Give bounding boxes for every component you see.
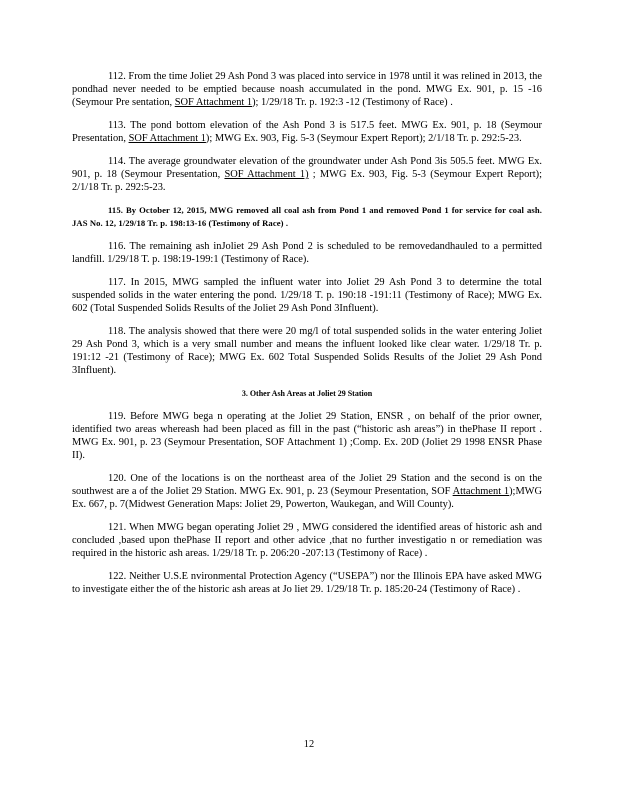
paragraph-115: 115. By October 12, 2015, MWG removed all coal ash from Pond 1 and removed Pond 1 for service for coal ash. JAS No. 12, 1/29/18 Tr. p. 198:13-16 (Testimony of Race) . <box>72 205 542 228</box>
paragraph-112-text-a: 112. From the time Joliet 29 Ash Pond 3 was placed into service in 1978 until it was relined in 2013, the pondhad never needed to be emptied because noash accumulated in the pond. MWG Ex. 901, p. 15 -16 (Seymour Pre sentation, <box>72 71 542 108</box>
document-page <box>72 70 542 606</box>
paragraph-113-text-a: 113. The pond bottom elevation of the Ash Pond 3 is 517.5 feet. MWG Ex. 901, p. 18 (Seymour Presentation, <box>72 120 542 144</box>
paragraph-114-text-b: ; MWG Ex. 903, Fig. 5-3 (Seymour Expert Report); 2/1/18 Tr. p. 292:5-23. <box>72 169 542 193</box>
paragraph-113 <box>72 119 542 145</box>
paragraph-122: 122. Neither U.S.E nvironmental Protection Agency (“USEPA”) nor the Illinois EPA have asked MWG to investigate either the of the historic ash areas at Jo liet 29. 1/29/18 Tr. p. 185:20-24 (Testimony of Race) . <box>72 571 542 595</box>
paragraph-121: 121. When MWG began operating Joliet 29 , MWG considered the identified areas of historic ash and concluded ,based upon thePhase II report and other advice ,that no further investigatio n or remediation was required in the historic ash areas. 1/29/18 Tr. p. 206:20 -207:13 (Testimony of Race) . <box>72 522 542 559</box>
paragraph-118: 118. The analysis showed that there were 20 mg/l of total suspended solids in the water entering Joliet 29 Ash Pond 3, which is a very small number and means the influent looked like clear water. 1/29/18 Tr. p. 191:12 -21 (Testimony of Race); MWG Ex. 602 Total Suspended Solids Results of the Joliet 29 Ash Pond 3Influent). <box>72 326 542 376</box>
paragraph-119: 119. Before MWG bega n operating at the Joliet 29 Station, ENSR , on behalf of the prior owner, identified two areas whereash had been placed as fill in the past (“historic ash areas”) in thePhase II report . MWG Ex. 901, p. 23 (Seymour Presentation, SOF Attachment 1) ;Comp. Ex. 20D (Joliet 29 1998 ENSR Phase II). <box>72 411 542 461</box>
paragraph-112-text-b: ); 1/29/18 Tr. p. 192:3 -12 (Testimony of Race) . <box>252 97 453 108</box>
paragraph-112 <box>72 70 542 109</box>
paragraph-114-underlined: SOF Attachment 1) <box>224 169 309 180</box>
section-subheading: 3. Other Ash Areas at Joliet 29 Station <box>241 389 373 398</box>
paragraph-120-underlined: Attachment 1 <box>452 486 510 497</box>
paragraph-114 <box>72 155 542 194</box>
paragraph-117: 117. In 2015, MWG sampled the influent water into Joliet 29 Ash Pond 3 to determine the total suspended solids in the water entering the pond. 1/29/18 T. p. 190:18 -191:11 (Testimony of Race); MWG Ex. 602 (Total Suspended Solids Results of the Joliet 29 Ash Pond 3Influent). <box>72 277 542 314</box>
paragraph-114-text-a: 114. The average groundwater elevation of the groundwater under Ash Pond 3is 505.5 feet. MWG Ex. 901, p. 18 (Seymour Presentation, <box>72 156 542 180</box>
page-number: 12 <box>303 739 315 750</box>
paragraph-120-text-a: 120. One of the locations is on the northeast area of the Joliet 29 Station and the second is on the southwest are a of the Joliet 29 Station. MWG Ex. 901, p. 23 (Seymour Presentation, SOF <box>72 473 542 497</box>
paragraph-120 <box>72 472 542 511</box>
paragraph-113-underlined: SOF Attachment 1 <box>128 133 206 144</box>
paragraph-116: 116. The remaining ash inJoliet 29 Ash Pond 2 is scheduled to be removedandhauled to a permitted landfill. 1/29/18 T. p. 198:19-199:1 (Testimony of Race). <box>72 241 542 265</box>
paragraph-112-underlined: SOF Attachment 1 <box>174 97 253 108</box>
paragraph-113-text-b: ); MWG Ex. 903, Fig. 5-3 (Seymour Expert Report); 2/1/18 Tr. p. 292:5-23. <box>205 133 522 144</box>
paragraph-120-text-b: );MWG Ex. 667, p. 7(Midwest Generation Maps: Joliet 29, Powerton, Waukegan, and Will County). <box>72 486 542 510</box>
